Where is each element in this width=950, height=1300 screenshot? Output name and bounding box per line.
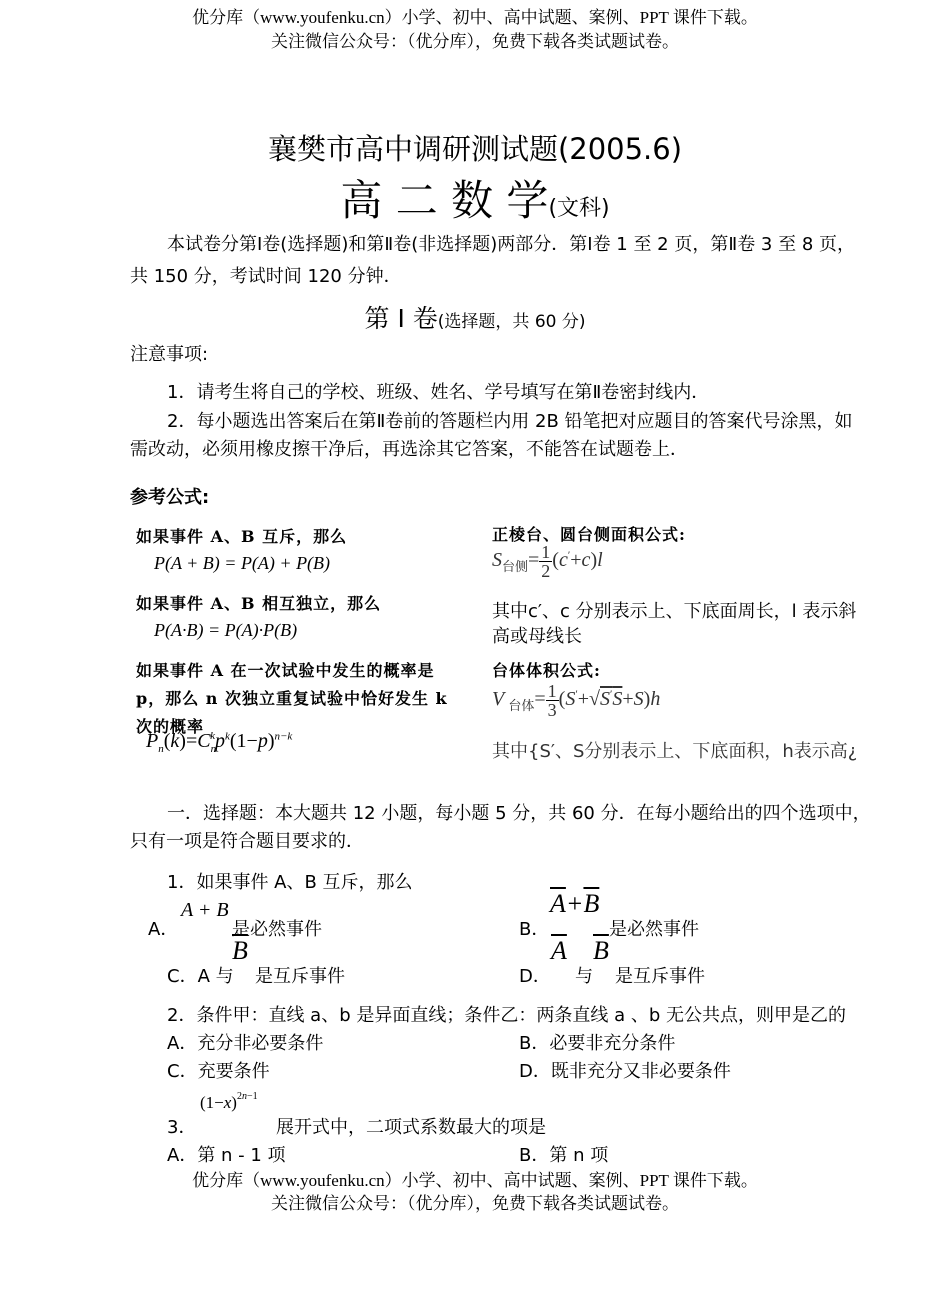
q1-option-b-label: B． bbox=[519, 919, 550, 940]
formula-independent-label: 如果事件 A、B 相互独立，那么 bbox=[136, 594, 382, 613]
subject-title bbox=[0, 176, 950, 234]
q2-stem: 2．条件甲：直线 a、b 是异面直线；条件乙：两条直线 a 、b 无公共点，则甲是乙的 bbox=[167, 1005, 846, 1026]
q3-text: 展开式中，二项式系数最大的项是 bbox=[276, 1117, 546, 1138]
notes-item2-line1: 2．每小题选出答案后在第Ⅱ卷前的答题栏内用 2B 铅笔把对应题目的答案代号涂黑，如 bbox=[167, 411, 853, 432]
q1-option-d-mid: 与 bbox=[575, 966, 593, 987]
q1-option-c-text: 是互斥事件 bbox=[255, 966, 345, 987]
section1-title: 第 Ⅰ 卷 bbox=[364, 304, 438, 333]
formula-binomial-label-line2: p，那么 n 次独立重复试验中恰好发生 k bbox=[136, 689, 448, 708]
q1-option-c-formula: $\overline{B}$ bbox=[232, 936, 248, 965]
part1-line1: 一．选择题：本大题共 12 小题，每小题 5 分，共 60 分．在每小题给出的四个选项中， bbox=[167, 803, 871, 824]
q1-option-a-label: A． bbox=[148, 919, 179, 940]
watermark-bottom-line2: 关注微信公众号：（优分库），免费下载各类试题试卷。 bbox=[271, 1194, 679, 1214]
q3-option-a: A．第 n - 1 项 bbox=[167, 1145, 286, 1166]
notes-heading: 注意事项: bbox=[130, 344, 209, 365]
q1-option-b-text: 是必然事件 bbox=[609, 919, 699, 940]
q1-option-d-label: D． bbox=[519, 966, 551, 987]
formula-exclusive-label: 如果事件 A、B 互斥，那么 bbox=[136, 527, 348, 546]
notes-item1: 1．请考生将自己的学校、班级、姓名、学号填写在第Ⅱ卷密封线内． bbox=[167, 382, 710, 403]
intro-line1: 本试卷分第Ⅰ卷(选择题)和第Ⅱ卷(非选择题)两部分．第Ⅰ卷 1 至 2 页，第Ⅱ卷 3 至 8 页， bbox=[167, 234, 856, 255]
formula-lateral-note-line2: 高或母线长 bbox=[492, 626, 582, 647]
subject-text: 高 二 数 学 bbox=[340, 176, 549, 225]
intro-line2: 共 150 分，考试时间 120 分钟． bbox=[130, 266, 402, 287]
q1-stem: 1．如果事件 A、B 互斥，那么 bbox=[167, 872, 413, 893]
formula-lateral-note-line1: 其中c′、c 分别表示上、下底面周长，l 表示斜 bbox=[492, 601, 857, 622]
formula-volume-label: 台体体积公式: bbox=[492, 661, 601, 680]
exam-title-text: 襄樊市高中调研测试题(2005.6) bbox=[267, 132, 683, 166]
formula-lateral-label: 正棱台、圆台侧面积公式: bbox=[492, 525, 686, 544]
formula-binomial: $P_n(k)=C_n^kp^k(1-p)^{n-k}$ bbox=[146, 730, 293, 755]
q2-option-a: A．充分非必要条件 bbox=[167, 1033, 324, 1054]
formula-independent: P(A·B) = P(A)·P(B) bbox=[154, 620, 298, 640]
q1-option-b-formula: $\overline{A}+\overline{B}$ bbox=[550, 889, 600, 918]
section1-subtitle: (选择题，共 60 分) bbox=[437, 312, 586, 332]
q2-option-c: C．充要条件 bbox=[167, 1061, 270, 1082]
part1-line2: 只有一项是符合题目要求的． bbox=[130, 831, 364, 852]
formula-binomial-label-line1: 如果事件 A 在一次试验中发生的概率是 bbox=[136, 661, 435, 680]
q3-option-b: B．第 n 项 bbox=[519, 1145, 609, 1166]
watermark-top-line1: 优分库（www.youfenku.cn）小学、初中、高中试题、案例、PPT 课件下载。 bbox=[192, 8, 758, 27]
q2-option-b: B．必要非充分条件 bbox=[519, 1033, 676, 1054]
q3-formula: $(1-x)^{2n-1}$ bbox=[200, 1091, 258, 1112]
q1-option-d-formula-a: $\overline{A}$ bbox=[551, 936, 567, 965]
q1-option-a-text: 是必然事件 bbox=[232, 919, 322, 940]
formula-exclusive: P(A + B) = P(A) + P(B) bbox=[154, 553, 331, 573]
formula-frustum-volume: V $_{台体}$= $\frac{1}{3}$ (S′+√S′S+S)h bbox=[492, 681, 661, 720]
watermark-top-line2: 关注微信公众号：（优分库），免费下载各类试题试卷。 bbox=[271, 32, 679, 52]
q1-option-d-formula-b: $\overline{B}$ bbox=[593, 936, 609, 965]
exam-title bbox=[0, 127, 950, 168]
q1-option-d-text: 是互斥事件 bbox=[615, 966, 705, 987]
formulas-heading: 参考公式: bbox=[130, 487, 210, 508]
formula-binomial-label-line3: 次的概率 bbox=[136, 717, 205, 736]
formula-lateral-area: $S_{台侧}=$ $\frac{1}{2}$ (c′+c)l bbox=[492, 542, 603, 581]
q2-option-d: D．既非充分又非必要条件 bbox=[519, 1061, 731, 1082]
watermark-bottom-line1: 优分库（www.youfenku.cn）小学、初中、高中试题、案例、PPT 课件下载。 bbox=[192, 1171, 758, 1190]
q3-number: 3． bbox=[167, 1117, 197, 1138]
q1-option-a-formula: A + B bbox=[181, 899, 229, 921]
notes-item2-line2: 需改动，必须用橡皮擦干净后，再选涂其它答案，不能答在试题卷上． bbox=[130, 439, 688, 460]
section1-heading bbox=[0, 299, 950, 335]
formula-volume-note: 其中{S′、S分别表示上、下底面积，h表示高¿ bbox=[492, 741, 858, 762]
q1-option-c-label: C．A 与 bbox=[167, 966, 234, 987]
subject-suffix: (文科) bbox=[548, 196, 610, 221]
